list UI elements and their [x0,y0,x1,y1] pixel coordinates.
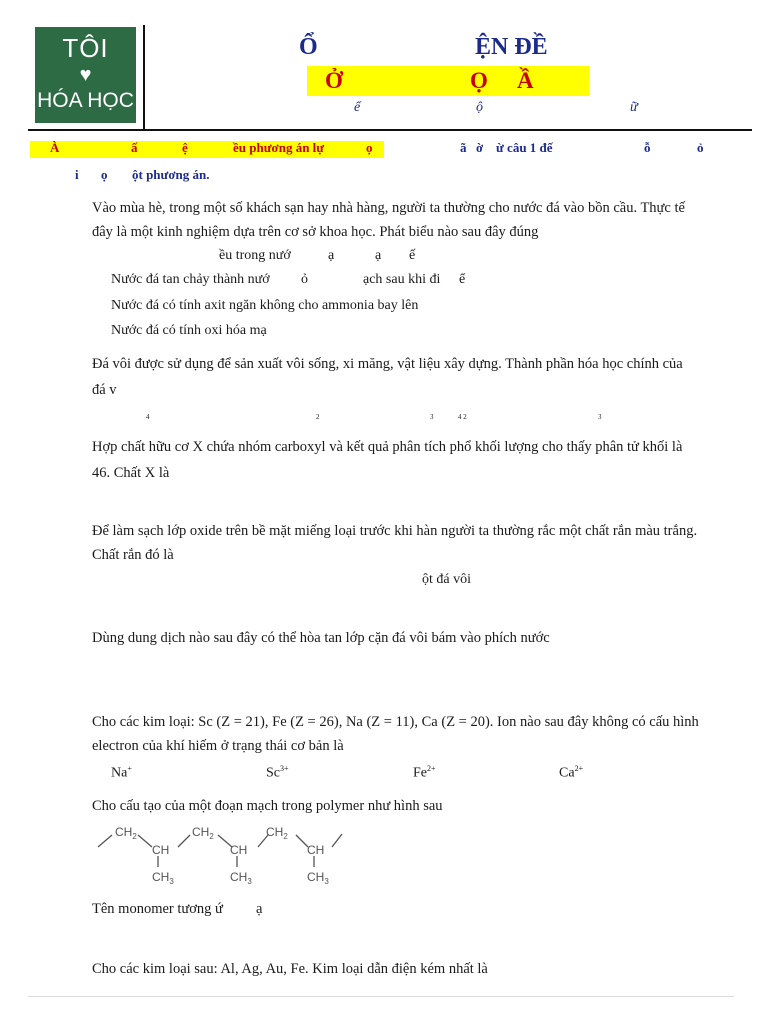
q6-optA-charge: + [127,764,132,773]
q6-optD-symbol: Ca [559,765,575,781]
header-divider-horizontal [28,129,752,131]
subtitle-fragment-c: ữ [630,100,638,115]
q4-option: ột đá vôi [422,572,471,587]
q6-optC-charge: 2+ [427,764,436,773]
q1-optB-a: Nước đá tan chảy thành nướ [111,272,270,287]
ch3-label-2: $CH_3$ [230,870,252,886]
instruction-line2-b: ọ [101,167,108,182]
q6-line2: electron của khí hiếm ở trạng thái cơ bản là [92,738,344,754]
q1-optA-b: ạ [328,248,335,263]
q2-sub-4: 4 2 [458,413,467,421]
logo [35,27,136,123]
q1-optA-a: ều trong nướ [219,248,291,263]
instruction-frag-7: ờ [476,140,484,155]
instruction-frag-5: ọ [366,140,373,155]
title-fragment-b: ỆN ĐỀ [475,34,548,60]
q1-optA-c: ạ [375,248,382,263]
logo-line1: TÔI [62,33,109,63]
title-fragment-a: Ổ [299,34,318,60]
q7-line1: Cho cấu tạo của một đoạn mạch trong polymer như hình sau [92,798,443,814]
heart-icon: ♥ [79,64,92,86]
q3-line2: 46. Chất X là [92,465,170,481]
instruction-frag-2: ấ [131,140,138,155]
q8-line1: Cho các kim loại sau: Al, Ag, Au, Fe. Kim loại dẫn điện kém nhất là [92,961,488,977]
q6-optC-symbol: Fe [413,765,427,781]
q2-sub-5: 3 [598,413,602,421]
q7-line2-b: ạ [256,901,263,917]
q1-optB-d: ể [459,272,466,287]
instruction-frag-9: ỗ [644,140,651,155]
q6-optD [559,764,583,782]
instruction-frag-8: ừ câu 1 đế [496,140,553,155]
q7-line2-a: Tên monomer tương ứ [92,901,223,917]
q6-optC [413,764,436,782]
q5-line1: Dùng dung dịch nào sau đây có thể hòa tan lớp cặn đá vôi bám vào phích nước [92,630,550,646]
ch3-label-3: $CH_3$ [307,870,329,886]
banner-fragment-b: Ọ [470,68,488,93]
instruction-frag-1: À [50,140,60,155]
instruction-frag-4: ều phương án lự [233,140,325,155]
q6-optB [266,764,289,782]
ch2-label-1: $CH_2$ [115,825,137,841]
q2-sub-1: 4 [146,413,150,421]
q6-optD-charge: 2+ [574,764,584,773]
instruction-frag-6: ã [460,140,467,155]
q2-line1: Đá vôi được sử dụng để sản xuất vôi sống, xi măng, vật liệu xây dựng. Thành phần hóa học chính của [92,356,683,372]
q1-line1: Vào mùa hè, trong một số khách sạn hay nhà hàng, người ta thường cho nước đá vào bồn cầu. Thực tế [92,200,685,216]
header-divider-vertical [143,25,145,131]
q4-line2: Chất rắn đó là [92,547,174,563]
q4-line1: Để làm sạch lớp oxide trên bề mặt miếng loại trước khi hàn người ta thường rắc một chất rắn màu trắng. [92,523,698,539]
instruction-line2-a: i [75,167,79,182]
q6-optA [111,764,132,782]
q1-optC: Nước đá có tính axit ngăn không cho ammonia bay lên [111,298,419,313]
q1-line2: đây là một kinh nghiệm dựa trên cơ sở khoa học. Phát biểu nào sau đây đúng [92,224,539,240]
page-bottom-rule [28,996,734,997]
instruction-line2-c: ột phương án. [132,167,210,182]
ch-label-3: CH [307,843,325,857]
subtitle-fragment-a: ể [354,100,361,115]
q1-optD: Nước đá có tính oxi hóa mạ [111,323,267,338]
logo-line3: HÓA HỌC [37,89,134,112]
instruction-highlight [30,141,384,158]
q2-sub-3: 3 [430,413,434,421]
q2-line2: đá v [92,382,117,398]
q6-optA-symbol: Na [111,765,128,781]
q6-optB-symbol: Sc [266,765,280,781]
ch3-label-1: $CH_3$ [152,870,174,886]
banner-fragment-a: Ở [325,68,343,93]
instruction-frag-10: ỏ [697,140,704,155]
ch-label-2: CH [230,843,248,857]
title-banner [307,66,589,96]
q1-optB-c: ạch sau khi đi [363,272,441,287]
ch2-label-2: $CH_2$ [192,825,214,841]
q3-line1: Hợp chất hữu cơ X chứa nhóm carboxyl và kết quả phân tích phổ khối lượng cho thấy phân tử khối là [92,439,683,455]
q2-sub-2: 2 [316,413,320,421]
polymer-structure [96,820,346,890]
ch-label-1: CH [152,843,170,857]
polymer-labels [115,825,329,886]
q6-line1: Cho các kim loại: Sc (Z = 21), Fe (Z = 26), Na (Z = 11), Ca (Z = 20). Ion nào sau đây không có cấu hình [92,714,699,730]
instruction-frag-3: ệ [182,140,188,155]
ch2-label-3: $CH_2$ [266,825,288,841]
q1-optB-b: ỏ [301,272,308,287]
q6-optB-charge: 3+ [280,764,289,773]
banner-fragment-c: Ầ [517,68,534,93]
q1-optA-d: ế [409,248,416,263]
subtitle-fragment-b: ộ [476,100,483,115]
